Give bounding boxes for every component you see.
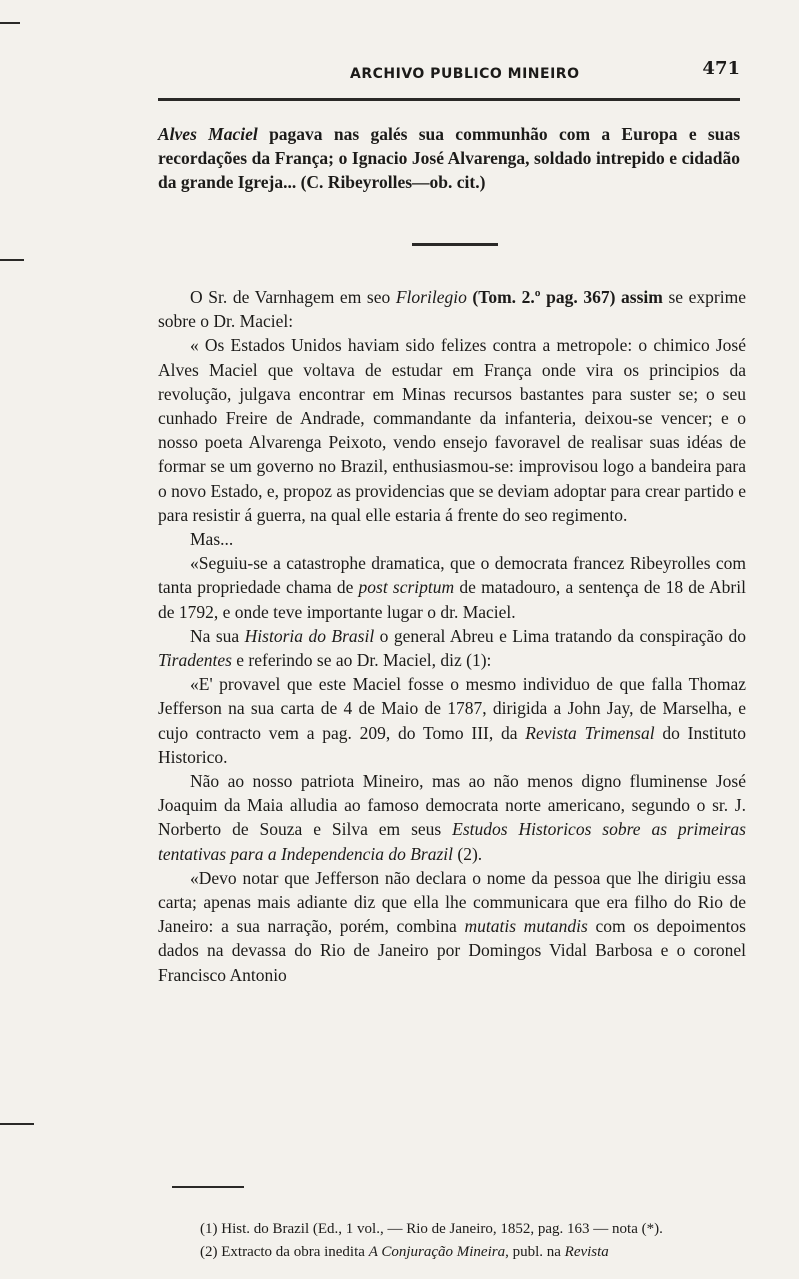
margin-mark-top <box>0 22 20 24</box>
p5-italic-1: Historia do Brasil <box>244 625 375 646</box>
p1-bold: (Tom. 2.º pag. 367) assim <box>466 287 663 307</box>
paragraph-5 <box>158 624 746 672</box>
f2-text: (2) Extracto da obra inedita <box>200 1244 369 1260</box>
p7-after: (2). <box>453 843 483 864</box>
p5-after: e referindo se ao Dr. Maciel, diz (1): <box>231 650 492 671</box>
paragraph-3: Mas... <box>190 529 234 550</box>
p5-mid: o general Abreu e Lima tratando da conspiração do <box>374 625 746 646</box>
intro-paragraph <box>158 122 740 195</box>
footnote-2 <box>170 1241 756 1264</box>
paragraph-4 <box>158 551 746 624</box>
paragraph-6 <box>158 672 746 769</box>
intro-text: pagava nas galés sua communhão com a Europa e suas recordações da França; o Ignacio José Alvarenga, soldado intrepido e cidadão da grande Igreja... (C. Ribeyrolles—ob. cit.) <box>158 124 741 193</box>
margin-mark-upper <box>0 259 24 261</box>
p6-after: do Instituto Historico. <box>158 722 746 767</box>
p7-italic: Estudos Historicos sobre as primeiras tentativas para a Independencia do Brazil <box>158 819 746 864</box>
paragraph-2: « Os Estados Unidos haviam sido felizes contra a metropole: o chimico José Alves Maciel que voltava de estudar em França onde vira os principios da revolução, julgava encontrar em Minas recursos bastantes para suster se; o seu cunhado Freire de Andrade, commandante da infanteria, deixou-se vencer; e o nosso poeta Alvarenga Peixoto, vendo ensejo favoravel de realisar suas idéas de formar se um governo no Brazil, enthusiasmou-se: improvisou logo a bandeira para o novo Estado, e, propoz as providencias que se deviam adoptar para crear partido e para resistir á guerra, na qual elle estaria á frente do seo regimento. <box>158 335 746 525</box>
p4-after: de matadouro, a sentença de 18 de Abril de 1792, e onde teve importante lugar o dr. Maciel. <box>158 577 746 622</box>
section-divider <box>412 243 498 246</box>
main-text <box>158 285 746 987</box>
f2-italic-1: A Conjuração Mineira <box>368 1244 506 1260</box>
paragraph-8 <box>158 866 746 987</box>
p5-italic-2: Tiradentes <box>158 650 232 671</box>
p1-after: se exprime sobre o Dr. Maciel: <box>158 287 746 332</box>
margin-mark-lower <box>0 1123 34 1125</box>
running-head: ARCHIVO PUBLICO MINEIRO <box>350 66 580 82</box>
p7-text: Não ao nosso patriota Mineiro, mas ao não menos digno fluminense José Joaquim da Maia alludia ao famoso democrata norte americano, segundo o sr. J. Norberto de Souza e Silva em seus <box>158 771 746 840</box>
p8-after: com os depoimentos dados na devassa do Rio de Janeiro por Domingos Vidal Barbosa e o coronel Francisco Antonio <box>158 916 746 985</box>
page-number: 471 <box>702 58 740 79</box>
f2-italic-2: Revista <box>564 1244 609 1260</box>
footnote-rule <box>172 1186 244 1188</box>
p1-text: O Sr. de Varnhagem em seo <box>190 287 396 307</box>
p5-text: Na sua <box>190 625 245 646</box>
paragraph-7 <box>158 769 746 866</box>
p6-text: «E' provavel que este Maciel fosse o mesmo individuo de que falla Thomaz Jefferson na sua carta de 4 de Maio de 1787, dirigida a John Jay, de Marselha, e cujo contracto vem a pag. 209, do Tomo III, da <box>158 674 746 743</box>
f2-mid: , publ. na <box>505 1244 565 1260</box>
footnote-1: (1) Hist. do Brazil (Ed., 1 vol., — Rio de Janeiro, 1852, pag. 163 — nota (*). <box>200 1221 663 1237</box>
page-header <box>160 58 740 88</box>
intro-name: Alves Maciel <box>158 124 258 144</box>
header-rule <box>158 98 740 101</box>
p4-italic: post scriptum <box>358 577 455 598</box>
footnotes <box>170 1218 756 1264</box>
p8-italic: mutatis mutandis <box>464 916 588 937</box>
paragraph-1 <box>158 285 746 333</box>
p6-italic: Revista Trimensal <box>525 722 655 743</box>
p8-text: «Devo notar que Jefferson não declara o nome da pessoa que lhe dirigiu essa carta; apenas mais adiante diz que ella lhe communicara que era filho do Rio de Janeiro: a sua narração, porém, combina <box>158 867 746 937</box>
p4-text: «Seguiu-se a catastrophe dramatica, que o democrata francez Ribeyrolles com tanta propriedade chama de <box>158 553 746 598</box>
p1-italic: Florilegio <box>395 287 467 307</box>
